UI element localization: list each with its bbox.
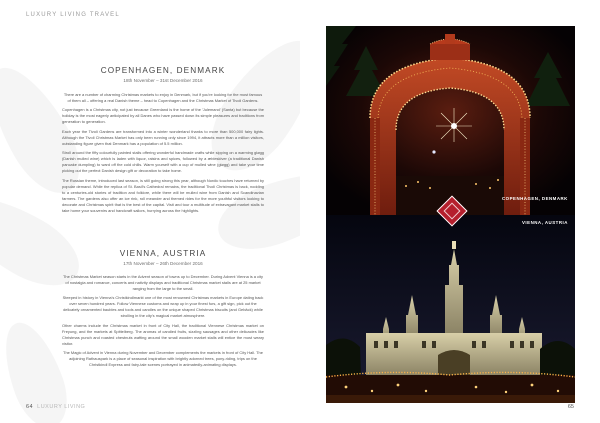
vienna-paragraph: Steeped in history in Vienna's Christkindlmarkt one of the most renowned Christmas markets in Europe dating back over seven hundred years. Follow Viennese customs and wrap up in your finest furs, a gift sign, pick out the delicately ornamented baubles and tools and candles on the unique shaped Christmas biscuits (and Gebäck) while strolling in the city's magical market atmosphere. (62, 295, 264, 319)
footer-brand: LUXURY LIVING (37, 404, 86, 410)
tivoli-gate-illustration (326, 26, 575, 215)
copenhagen-dates: 18th November – 31st December 2016 (123, 78, 203, 83)
vienna-dates: 17th November – 26th December 2016 (123, 261, 203, 266)
vienna-city-hall-photo (326, 215, 575, 403)
page-number: 64 (26, 404, 34, 410)
vienna-title: VIENNA, AUSTRIA (119, 249, 207, 258)
page-number-left (26, 404, 85, 410)
running-head: LUXURY LIVING TRAVEL (26, 12, 120, 18)
vienna-paragraph: Other charms include the Christmas market in front of City Hall, the traditional Viennese Christmas market on Freyung, and the markets at Spittelberg. The aromas of candied fruits, sizzling sausages and other delicacies like Christmas punch and roasted chestnuts wafting around the small wooden market stalls will entice the most weary visitor. (62, 322, 264, 346)
copenhagen-paragraph: The Russian theme, introduced last season, is still going strong this year, although Nordic touches have returned by popular demand. While the replica of St. Basil's Cathedral remains, the traditional Tivoli Christmas is back, nodding to a centuries-old stories of tradition and folklore, while there will be mulled wine from Danish and Scandinavian farmers. The gardens also offer an ice rink, roll meander and themed rides for the more youthful visitors looking to decorate and Christmas spirit that is the best of the capital. Visit and tour a multitude of extravagant market stalls to take home your souvenirs and handcraft sailors, hurrying across the highlights. (62, 177, 264, 213)
copenhagen-section (62, 66, 264, 214)
copenhagen-paragraph: There are a number of charming Christmas markets to enjoy in Denmark, but if you're looking for the most famous of them all – offering a real Danish theme – head to Copenhagen and the Christmas Market of Tivoli Gardens. (63, 92, 263, 103)
copenhagen-title: COPENHAGEN, DENMARK (100, 66, 226, 75)
tivoli-gardens-photo (326, 26, 575, 215)
photo-caption-copenhagen: COPENHAGEN, DENMARK (502, 196, 568, 201)
vienna-section (62, 249, 264, 368)
copenhagen-paragraph: Each year the Tivoli Gardens are transformed into a winter wonderland thanks to more than 500,000 fairy lights. Although the Tivoli Christmas Market has only been running only since 1994, it attracts more than a million visitors, outstanding figure given that Denmark has a population of 5.5 million. (62, 128, 264, 146)
vienna-paragraph: The Christmas Market season starts in the Advent season of towns up to December. During Advent Vienna is a city of nostalgia and romance, concerts and nativity displays and traditional Christmas market stalls are at 25 market ranging from the large to the small. (63, 274, 263, 291)
vienna-paragraph: The Magic of Advent in Vienna during November and December complements the markets in front of City Hall. The adjoining Rathauspark is a place of seasonal inspiration with brightly adorned trees, pony-riding, trips on the Christkindl Express and fairy-tale scenes portrayed in animatedly-animating displays. (63, 350, 263, 368)
copenhagen-paragraph: Copenhagen is a Christmas city, not just because Greenland is the home of the 'Julemand' (Santa) but because the holiday is the most eagerly anticipated by all Danes who have passed down its simple pleasures and traditions from generation to generation. (62, 107, 264, 125)
vienna-city-hall-illustration (326, 215, 575, 403)
photo-caption-vienna: VIENNA, AUSTRIA (522, 220, 568, 225)
copenhagen-paragraph: Stroll around the fifty colourfully painted stalls offering wonderful handmade crafts while sipping on a warming gløgg (Danish mulled wine) which is laden with liquor, raisins and spices, followed by a æbleskiver (a traditional Danish pancake dumpling) to ward off the cold chills. Warm yourself with a cup of mulled wine (gløgg) and take your time picking out the perfect Danish design gift or decoration to take home. (62, 150, 264, 174)
badge-ornament-icon (444, 203, 461, 220)
page-number-right: 65 (567, 404, 574, 410)
